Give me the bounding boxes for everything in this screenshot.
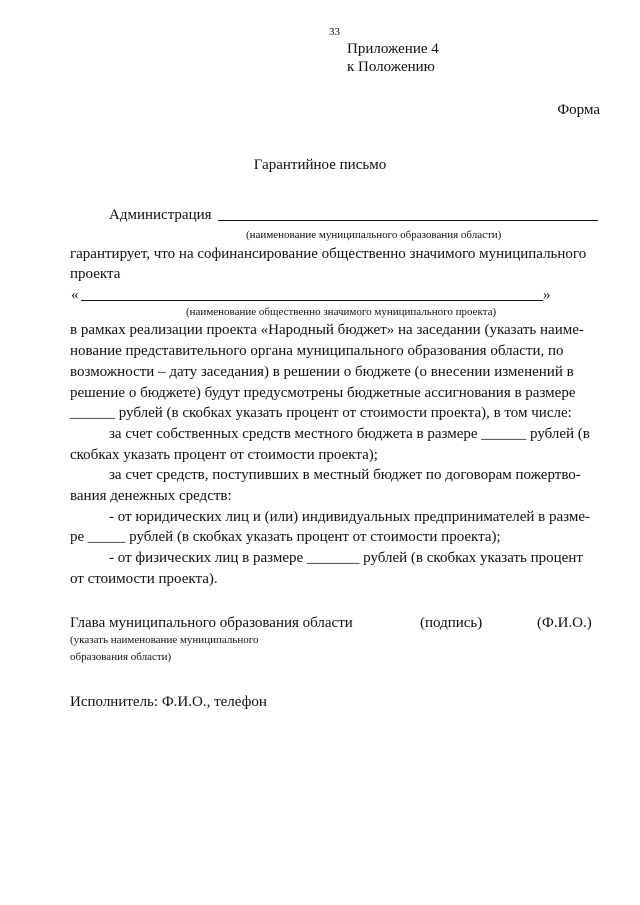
administration-blank-line xyxy=(218,220,598,221)
project-blank-line xyxy=(81,300,543,301)
body-line-9: вания денежных средств: xyxy=(70,488,232,504)
project-hint: (наименование общественно значимого муниципального проекта) xyxy=(186,306,497,318)
body-line-8: за счет средств, поступивших в местный бюджет по договорам пожертво- xyxy=(109,467,581,483)
signature-sign-label: (подпись) xyxy=(420,615,483,631)
body-line-12: - от физических лиц в размере _______ рублей (в скобках указать процент xyxy=(109,550,583,566)
page-number: 33 xyxy=(329,26,340,38)
body-line-11: ре _____ рублей (в скобках указать процент от стоимости проекта); xyxy=(70,529,501,545)
guarantee-line-1: гарантирует, что на софинансирование общественно значимого муниципального xyxy=(70,246,587,262)
signature-hint-line-1: (указать наименование муниципального xyxy=(70,634,259,646)
executor-line: Исполнитель: Ф.И.О., телефон xyxy=(70,694,267,710)
body-line-4: решение о бюджете) будут предусмотрены бюджетные ассигнования в размере xyxy=(70,385,576,401)
body-line-3: возможности – дату заседания) в решении о бюджете (о внесении изменений в xyxy=(70,364,574,380)
body-line-10: - от юридических лиц и (или) индивидуальных предпринимателей в разме- xyxy=(109,509,590,525)
form-label: Форма xyxy=(557,102,600,118)
letter-title: Гарантийное письмо xyxy=(253,157,387,173)
body-line-1: в рамках реализации проекта «Народный бюджет» на заседании (указать наиме- xyxy=(70,322,584,338)
body-line-13: от стоимости проекта). xyxy=(70,571,218,587)
project-quote-open: « xyxy=(71,287,79,303)
body-line-7: скобках указать процент от стоимости проекта); xyxy=(70,447,378,463)
annex-line-1: Приложение 4 xyxy=(347,41,439,57)
body-line-2: нование представительного органа муниципального образования области, по xyxy=(70,343,564,359)
annex-line-2: к Положению xyxy=(347,59,435,75)
signature-head-label: Глава муниципального образования области xyxy=(70,615,353,631)
guarantee-line-2: проекта xyxy=(70,266,121,282)
administration-hint: (наименование муниципального образования области) xyxy=(246,229,502,241)
body-line-6: за счет собственных средств местного бюджета в размере ______ рублей (в xyxy=(109,426,590,442)
project-quote-close: » xyxy=(543,287,551,303)
body-line-5: ______ рублей (в скобках указать процент от стоимости проекта), в том числе: xyxy=(70,405,572,421)
signature-fio-label: (Ф.И.О.) xyxy=(537,615,592,631)
administration-label: Администрация xyxy=(109,207,212,223)
signature-hint-line-2: образования области) xyxy=(70,651,172,663)
